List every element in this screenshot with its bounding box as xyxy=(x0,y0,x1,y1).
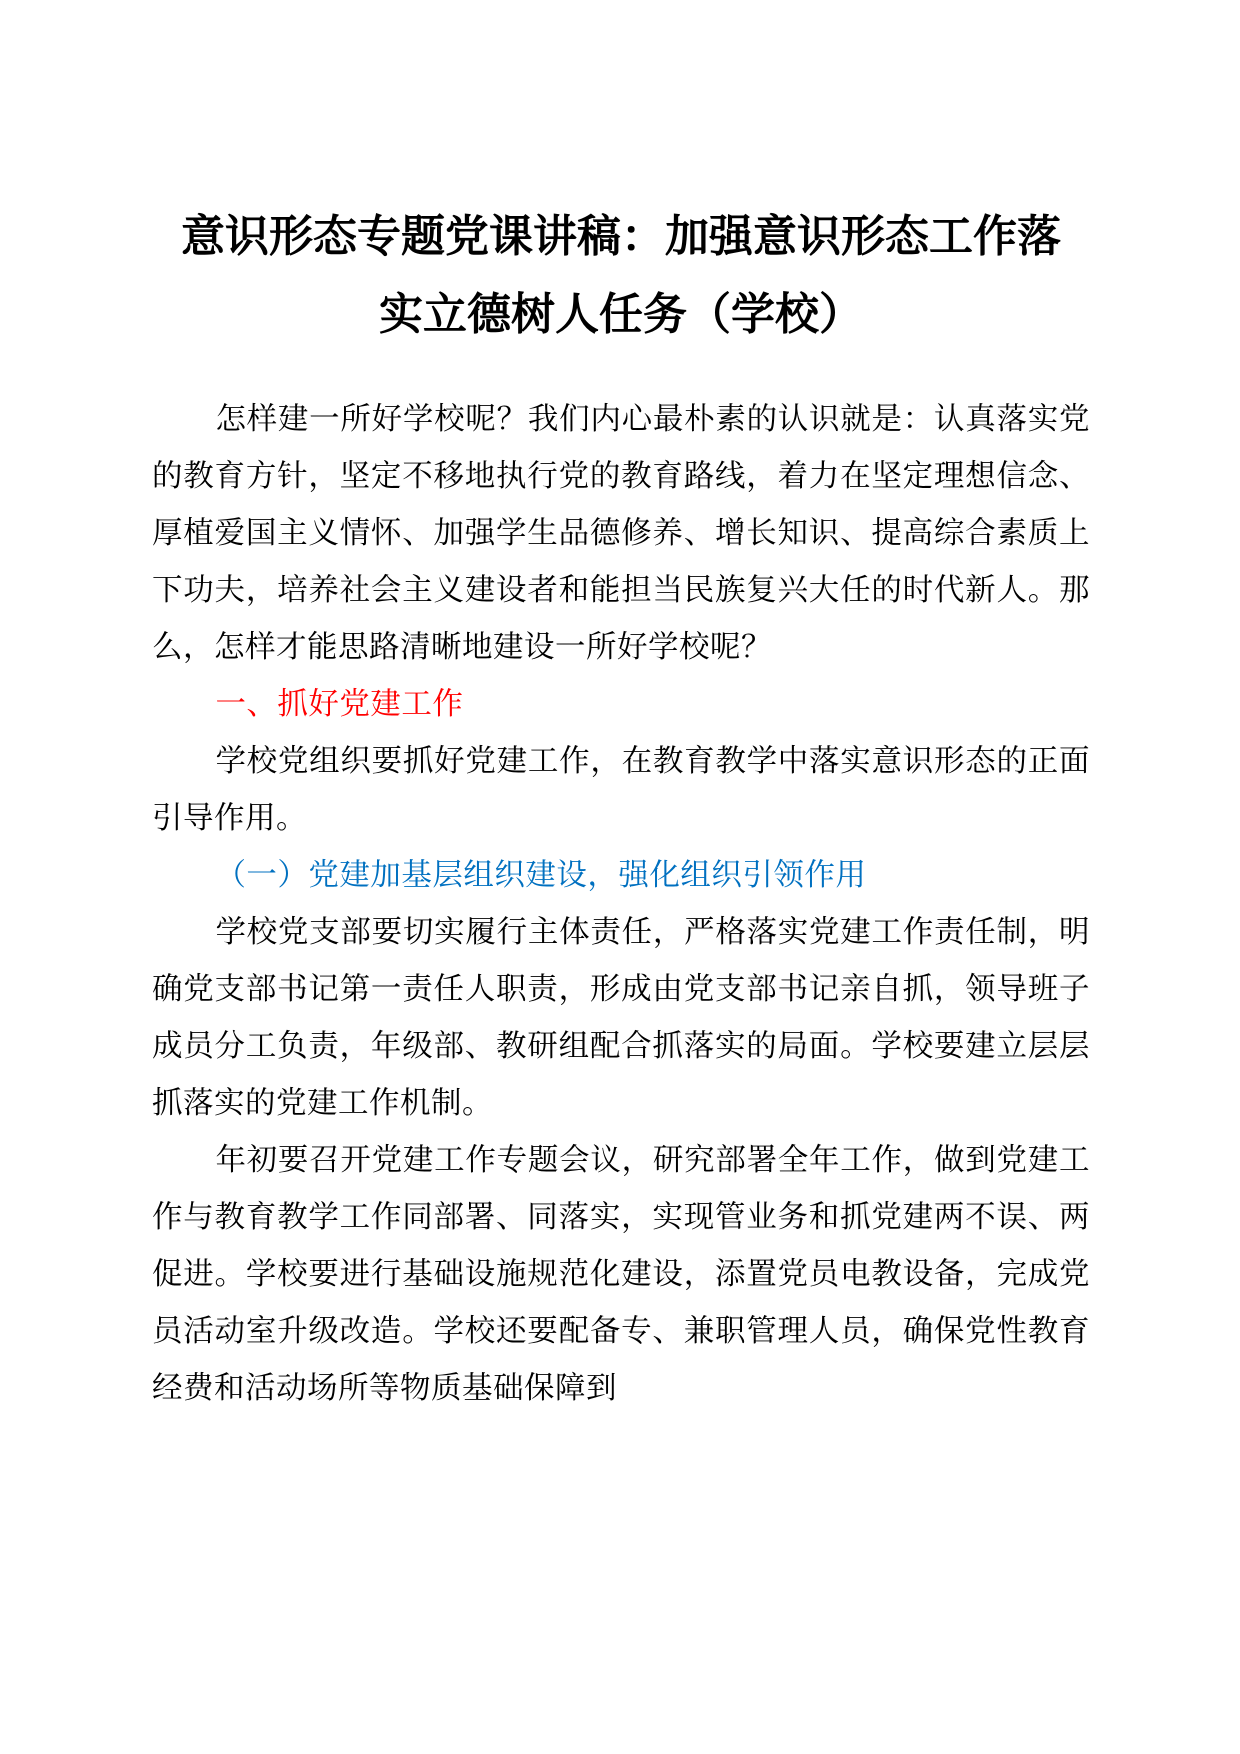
document-body xyxy=(152,391,1090,1417)
subsection-1-1-paragraph-1: 学校党支部要切实履行主体责任，严格落实党建工作责任制，明确党支部书记第一责任人职责，形成由党支部书记亲自抓，领导班子成员分工负责，年级部、教研组配合抓落实的局面。学校要建立层层抓落实的党建工作机制。 xyxy=(152,915,1090,1121)
subsection-heading-1-1: （一）党建加基层组织建设，强化组织引领作用 xyxy=(215,858,867,893)
title-line-1: 意识形态专题党课讲稿：加强意识形态工作落 xyxy=(181,211,1061,262)
subsection-1-1-paragraph-2: 年初要召开党建工作专题会议，研究部署全年工作，做到党建工作与教育教学工作同部署、同落实，实现管业务和抓党建两不误、两促进。学校要进行基础设施规范化建设，添置党员电教设备，完成党员活动室升级改造。学校还要配备专、兼职管理人员，确保党性教育经费和活动场所等物质基础保障到 xyxy=(152,1143,1090,1406)
intro-paragraph: 怎样建一所好学校呢？我们内心最朴素的认识就是：认真落实党的教育方针，坚定不移地执行党的教育路线，着力在坚定理想信念、厚植爱国主义情怀、加强学生品德修养、增长知识、提高综合素质上下功夫，培养社会主义建设者和能担当民族复兴大任的时代新人。那么，怎样才能思路清晰地建设一所好学校呢？ xyxy=(152,402,1090,665)
title-line-2: 实立德树人任务（学校） xyxy=(379,289,863,340)
section-1-paragraph: 学校党组织要抓好党建工作，在教育教学中落实意识形态的正面引导作用。 xyxy=(152,744,1090,836)
section-heading-1: 一、抓好党建工作 xyxy=(215,687,464,722)
document-title xyxy=(152,198,1090,354)
